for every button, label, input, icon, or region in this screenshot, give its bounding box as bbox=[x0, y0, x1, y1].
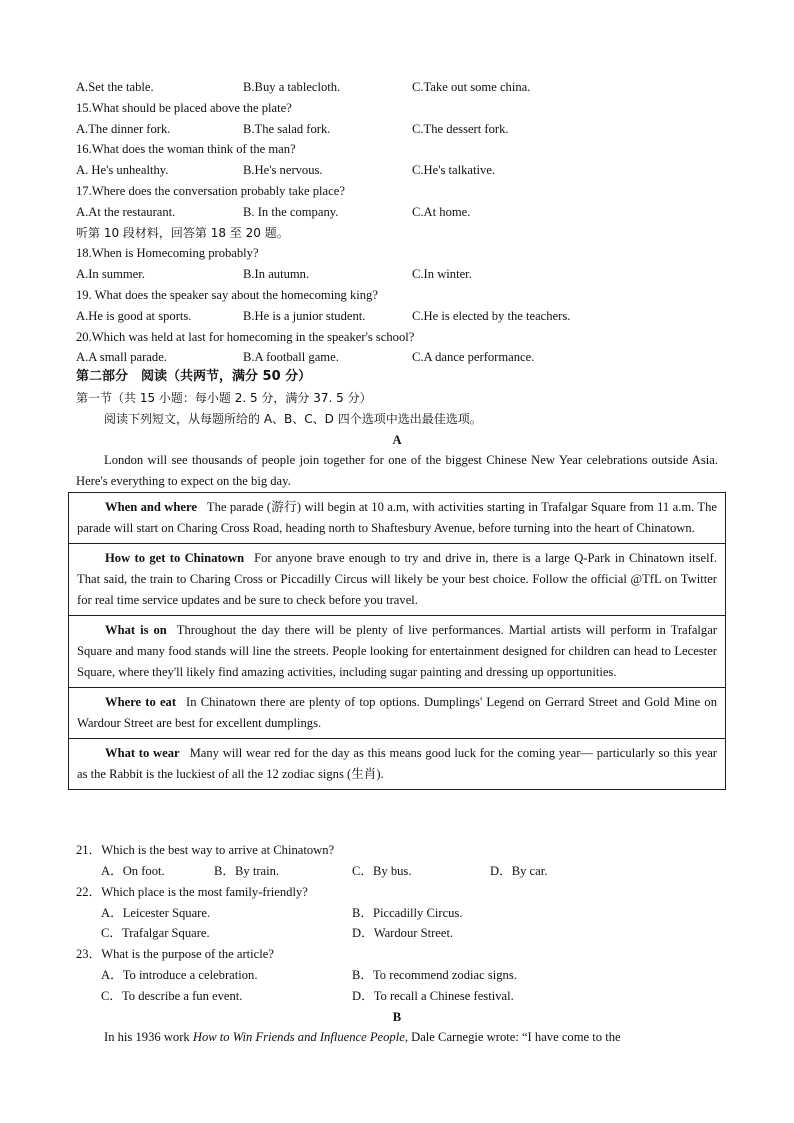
info-label: What is on bbox=[105, 623, 167, 637]
section1-heading: 第一节（共 15 小题：每小题 2. 5 分，满分 37. 5 分） bbox=[76, 391, 372, 405]
q23-option-b: B．To recommend zodiac signs. bbox=[352, 968, 517, 982]
q21-option-d: D．By car. bbox=[490, 864, 548, 878]
q21-option-c: C．By bus. bbox=[352, 864, 412, 878]
q20-option-a: A.A small parade. bbox=[76, 350, 167, 364]
info-row-when-where bbox=[69, 493, 725, 543]
info-text: Throughout the day there will be plenty of live performances. Martial artists will perform in Trafalgar Square and many food stands will line the streets. People looking for entertainment designed for children can head to Lecester Square, where they'll likely find amazing activities, including sugar painting and dressing up opportunities. bbox=[77, 623, 718, 679]
info-label: When and where bbox=[105, 500, 197, 514]
q18-option-b: B.In autumn. bbox=[243, 267, 310, 281]
info-row-how-to-get bbox=[69, 543, 725, 615]
q19-option-b: B.He is a junior student. bbox=[243, 309, 366, 323]
q22-option-b: B．Piccadilly Circus. bbox=[352, 906, 463, 920]
q20-option-c: C.A dance performance. bbox=[412, 350, 535, 364]
q22-option-d: D．Wardour Street. bbox=[352, 926, 454, 940]
q20-option-b: B.A football game. bbox=[243, 350, 339, 364]
q18-option-a: A.In summer. bbox=[76, 267, 145, 281]
q16-option-b: B.He's nervous. bbox=[243, 163, 323, 177]
q19-stem: 19. What does the speaker say about the homecoming king? bbox=[76, 288, 378, 302]
q23-stem: 23．What is the purpose of the article? bbox=[76, 947, 274, 961]
q16-stem: 16.What does the woman think of the man? bbox=[76, 142, 296, 156]
q22-option-c: C．Trafalgar Square. bbox=[101, 926, 210, 940]
info-text: Many will wear red for the day as this means good luck for the coming year— particularly so this year as the Rabbit is the luckiest of all the 12 zodiac signs (生肖). bbox=[77, 746, 717, 781]
info-label: What to wear bbox=[105, 746, 180, 760]
q21-option-b: B．By train. bbox=[214, 864, 280, 878]
q17-stem: 17.Where does the conversation probably take place? bbox=[76, 184, 345, 198]
passage-b-intro-end: , Dale Carnegie wrote: “I have come to the bbox=[404, 1030, 621, 1044]
passage-a-letter: A bbox=[392, 433, 402, 447]
q20-stem: 20.Which was held at last for homecoming in the speaker's school? bbox=[76, 330, 415, 344]
passage-a-info-table bbox=[68, 492, 726, 790]
passage-a-intro bbox=[76, 450, 718, 492]
section10-intro: 听第 10 段材料，回答第 18 至 20 题。 bbox=[76, 226, 289, 240]
book-title: How to Win Friends and Influence People bbox=[192, 1030, 405, 1044]
q14-option-a: A.Set the table. bbox=[76, 80, 154, 94]
q15-option-a: A.The dinner fork. bbox=[76, 122, 171, 136]
q21-stem: 21．Which is the best way to arrive at Chinatown? bbox=[76, 843, 335, 857]
q17-option-a: A.At the restaurant. bbox=[76, 205, 176, 219]
info-text: In Chinatown there are plenty of top options. Dumplings' Legend on Gerrard Street and Gold Mine on Wardour Street are best for excellent dumplings. bbox=[77, 695, 717, 730]
q14-option-c: C.Take out some china. bbox=[412, 80, 531, 94]
passage-a-intro-text: London will see thousands of people join together for one of the biggest Chinese New Year celebrations outside Asia. Here's everything to expect on the big day. bbox=[76, 453, 718, 488]
q15-option-c: C.The dessert fork. bbox=[412, 122, 509, 136]
q22-option-a: A．Leicester Square. bbox=[101, 906, 211, 920]
q23-option-d: D．To recall a Chinese festival. bbox=[352, 989, 514, 1003]
passage-b-letter: B bbox=[392, 1010, 402, 1024]
q23-option-c: C．To describe a fun event. bbox=[101, 989, 243, 1003]
info-row-what-is-on bbox=[69, 615, 725, 687]
passage-b-intro-start: In his 1936 work bbox=[104, 1030, 193, 1044]
q16-option-c: C.He's talkative. bbox=[412, 163, 496, 177]
q19-option-a: A.He is good at sports. bbox=[76, 309, 192, 323]
q16-option-a: A. He's unhealthy. bbox=[76, 163, 169, 177]
info-label: Where to eat bbox=[105, 695, 177, 709]
info-text: The parade (游行) will begin at 10 a.m, with activities starting in Trafalgar Square from 11 a.m. The parade will start on Charing Cross Road, heading north to Shaftesbury Avenue, before turning into the heart of Chinatown. bbox=[77, 500, 717, 535]
reading-instructions: 阅读下列短文，从每题所给的 A、B、C、D 四个选项中选出最佳选项。 bbox=[104, 412, 482, 426]
q15-option-b: B.The salad fork. bbox=[243, 122, 331, 136]
q19-option-c: C.He is elected by the teachers. bbox=[412, 309, 571, 323]
q17-option-c: C.At home. bbox=[412, 205, 471, 219]
q23-option-a: A．To introduce a celebration. bbox=[101, 968, 258, 982]
info-row-where-to-eat bbox=[69, 687, 725, 738]
q15-stem: 15.What should be placed above the plate? bbox=[76, 101, 292, 115]
q14-option-b: B.Buy a tablecloth. bbox=[243, 80, 341, 94]
part2-heading: 第二部分 阅读（共两节，满分 50 分） bbox=[76, 369, 312, 384]
q18-option-c: C.In winter. bbox=[412, 267, 472, 281]
q17-option-b: B. In the company. bbox=[243, 205, 339, 219]
info-row-what-to-wear bbox=[69, 738, 725, 789]
passage-b-intro bbox=[76, 1027, 718, 1048]
q18-stem: 18.When is Homecoming probably? bbox=[76, 246, 259, 260]
info-text: For anyone brave enough to try and drive in, there is a large Q-Park in Chinatown itself. That said, the train to Charing Cross or Piccadilly Circus will likely be your best choice. Follow the official @TfL on Twitter for real time service updates and be sure to check before you travel. bbox=[77, 551, 717, 607]
q21-option-a: A．On foot. bbox=[101, 864, 165, 878]
info-label: How to get to Chinatown bbox=[105, 551, 245, 565]
q22-stem: 22．Which place is the most family-friendly? bbox=[76, 885, 308, 899]
